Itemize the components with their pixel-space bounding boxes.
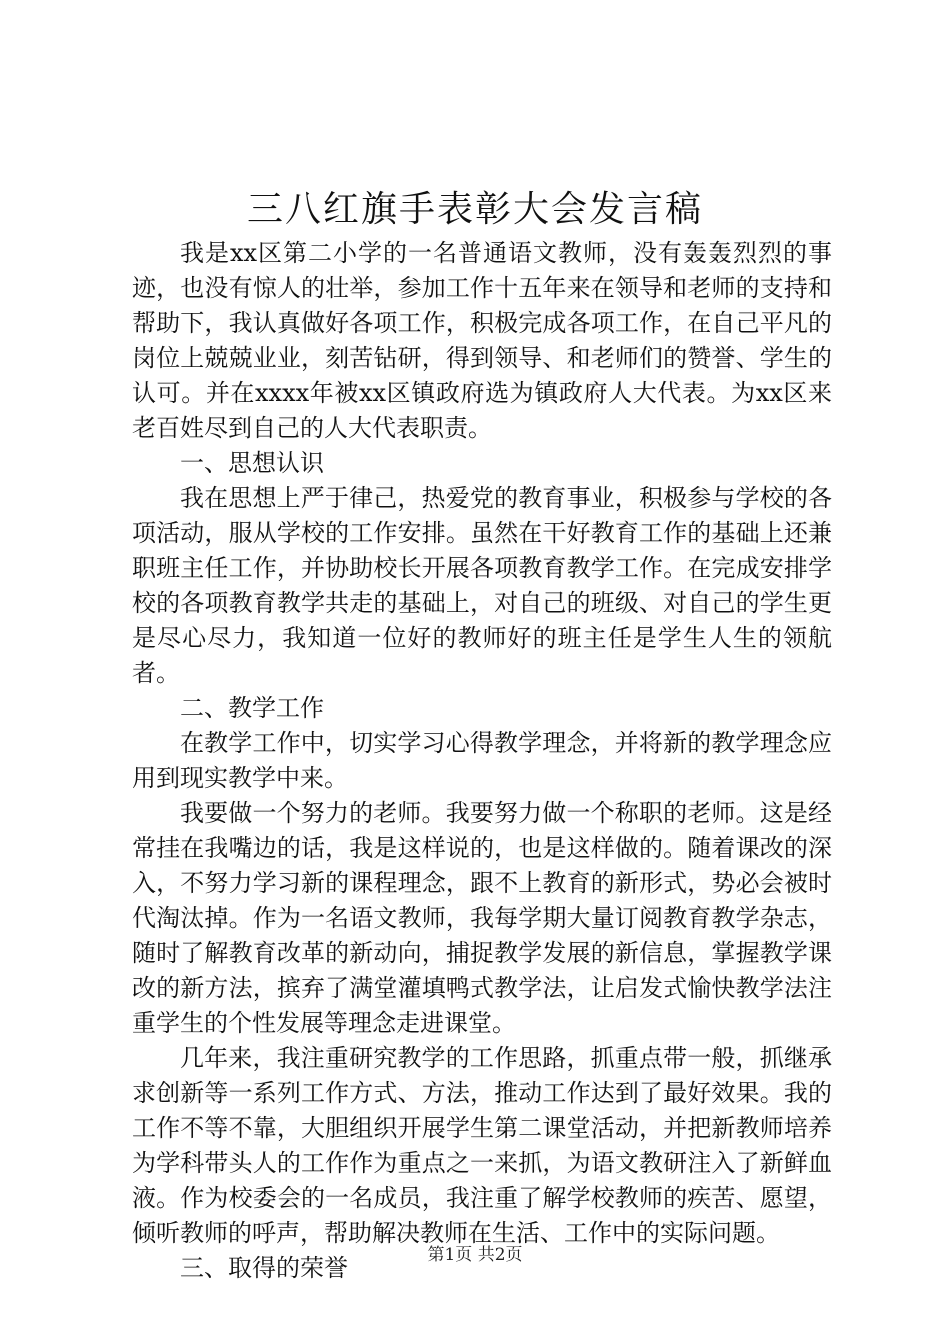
page-footer: 第1页 共2页 — [427, 1245, 523, 1265]
section-heading-thought: 一、思想认识 — [180, 449, 324, 477]
paragraph-teaching-1: 在教学工作中，切实学习心得教学理念，并将新的教学理念应用到现实教学中来。 — [132, 729, 832, 792]
paragraph-teaching-2: 我要做一个努力的老师。我要努力做一个称职的老师。这是经常挂在我嘴边的话，我是这样说的，也是这样做的。随着课改的深入，不努力学习新的课程理念，跟不上教育的新形式，势必会被时代淘汰掉。作为一名语文教师，我每学期大量订阅教育教学杂志，随时了解教育改革的新动向，捕捉教学发展的新信息，掌握教学课改的新方法，摈弃了满堂灌填鸭式教学法，让启发式愉快教学法注重学生的个性发展等理念走进课堂。 — [132, 799, 832, 1037]
paragraph-intro: 我是xx区第二小学的一名普通语文教师，没有轰轰烈烈的事迹，也没有惊人的壮举，参加工作十五年来在领导和老师的支持和帮助下，我认真做好各项工作，积极完成各项工作，在自己平凡的岗位上兢兢业业，刻苦钻研，得到领导、和老师们的赞誉、学生的认可。并在xxxx年被xx区镇政府选为镇政府人大代表。为xx区来老百姓尽到自己的人大代表职责。 — [132, 239, 832, 442]
section-heading-honors: 三、取得的荣誉 — [180, 1254, 348, 1282]
page-title: 三八红旗手表彰大会发言稿 — [246, 189, 703, 230]
section-heading-teaching: 二、教学工作 — [180, 694, 324, 722]
document-body — [132, 236, 832, 1286]
paragraph-thought: 我在思想上严于律己，热爱党的教育事业，积极参与学校的各项活动，服从学校的工作安排。虽然在干好教育工作的基础上还兼职班主任工作，并协助校长开展各项教育教学工作。在完成安排学校的各项教育教学共走的基础上，对自己的班级、对自己的学生更是尽心尽力，我知道一位好的教师好的班主任是学生人生的领航者。 — [132, 484, 832, 687]
paragraph-teaching-3: 几年来，我注重研究教学的工作思路，抓重点带一般，抓继承求创新等一系列工作方式、方法，推动工作达到了最好效果。我的工作不等不靠，大胆组织开展学生第二课堂活动，并把新教师培养为学科带头人的工作作为重点之一来抓，为语文教研注入了新鲜血液。作为校委会的一名成员，我注重了解学校教师的疾苦、愿望，倾听教师的呼声，帮助解决教师在生活、工作中的实际问题。 — [132, 1044, 832, 1247]
